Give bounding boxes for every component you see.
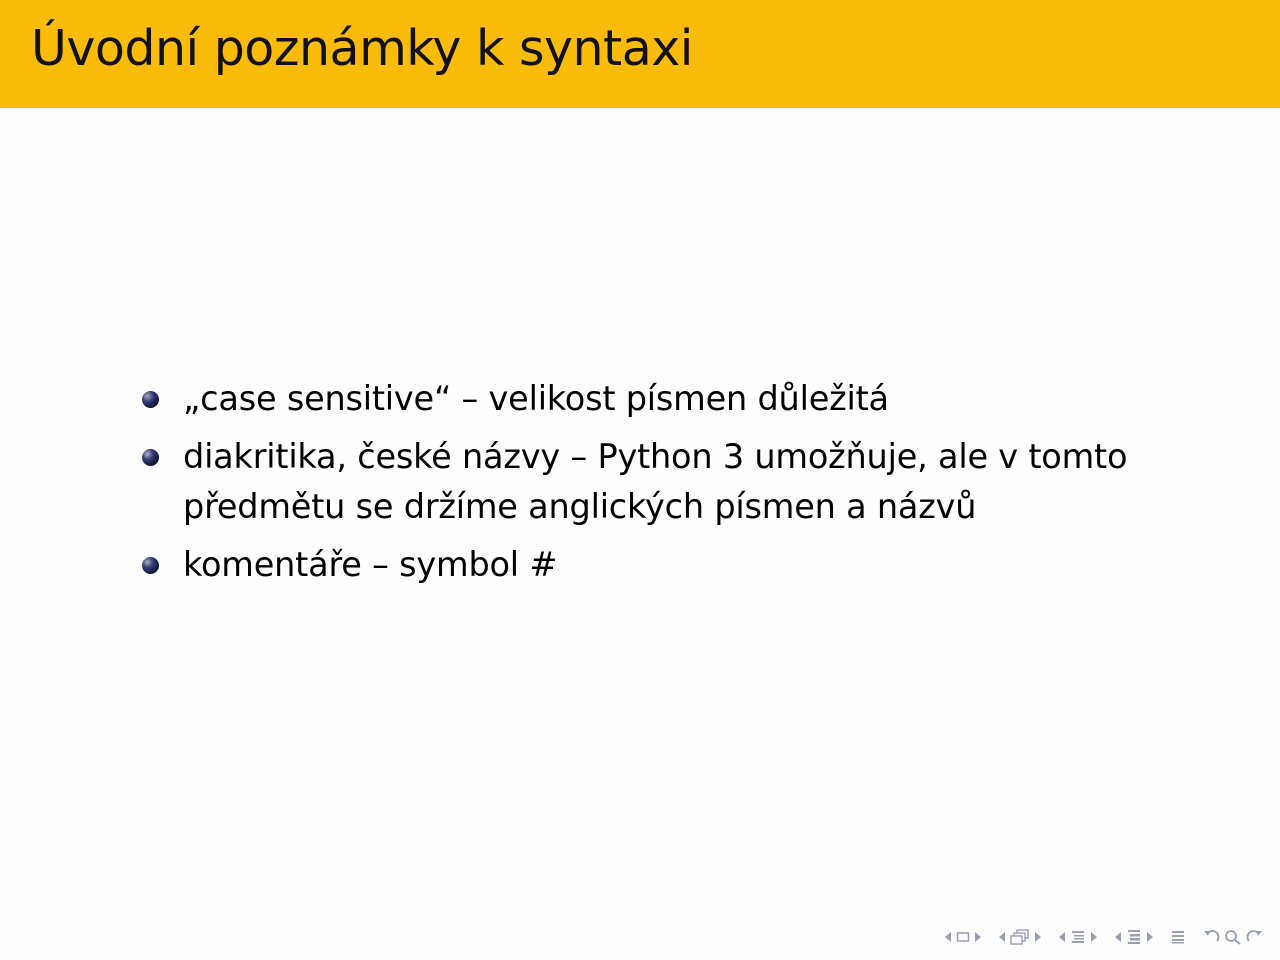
arrow-right-icon[interactable] bbox=[1146, 931, 1154, 943]
arrow-left-icon[interactable] bbox=[1114, 931, 1122, 943]
slide-title: Úvodní poznámky k syntaxi bbox=[31, 20, 693, 77]
bullet-item bbox=[139, 540, 1199, 590]
search-navigation bbox=[1200, 929, 1266, 945]
appendix-icon[interactable] bbox=[1170, 929, 1186, 945]
document-icon[interactable] bbox=[1126, 929, 1142, 945]
section-icon[interactable] bbox=[1070, 929, 1086, 945]
bullet-icon bbox=[142, 449, 159, 466]
arrow-left-icon[interactable] bbox=[998, 931, 1006, 943]
bullet-list bbox=[139, 374, 1199, 598]
section-navigation bbox=[1056, 929, 1100, 945]
bullet-text: „case sensitive“ – velikost písmen důležitá bbox=[183, 379, 889, 418]
subsection-icon[interactable] bbox=[1010, 929, 1030, 945]
arrow-right-icon[interactable] bbox=[1034, 931, 1042, 943]
document-navigation bbox=[1112, 929, 1156, 945]
back-icon[interactable] bbox=[1202, 929, 1220, 945]
bullet-icon bbox=[142, 391, 159, 408]
search-icon[interactable] bbox=[1224, 929, 1242, 945]
forward-icon[interactable] bbox=[1246, 929, 1264, 945]
subsection-navigation bbox=[996, 929, 1044, 945]
arrow-left-icon[interactable] bbox=[944, 931, 952, 943]
frame-icon[interactable] bbox=[956, 931, 970, 943]
arrow-right-icon[interactable] bbox=[974, 931, 982, 943]
title-bar bbox=[0, 0, 1280, 108]
arrow-right-icon[interactable] bbox=[1090, 931, 1098, 943]
bullet-text: komentáře – symbol # bbox=[183, 545, 558, 584]
bullet-icon bbox=[142, 557, 159, 574]
arrow-left-icon[interactable] bbox=[1058, 931, 1066, 943]
appendix-navigation bbox=[1168, 929, 1188, 945]
frame-navigation bbox=[942, 931, 984, 943]
bullet-item bbox=[139, 432, 1199, 532]
navigation-bar bbox=[942, 926, 1266, 948]
bullet-text: diakritika, české názvy – Python 3 umožňuje, ale v tomto předmětu se držíme anglických písmen a názvů bbox=[183, 437, 1128, 526]
bullet-item bbox=[139, 374, 1199, 424]
